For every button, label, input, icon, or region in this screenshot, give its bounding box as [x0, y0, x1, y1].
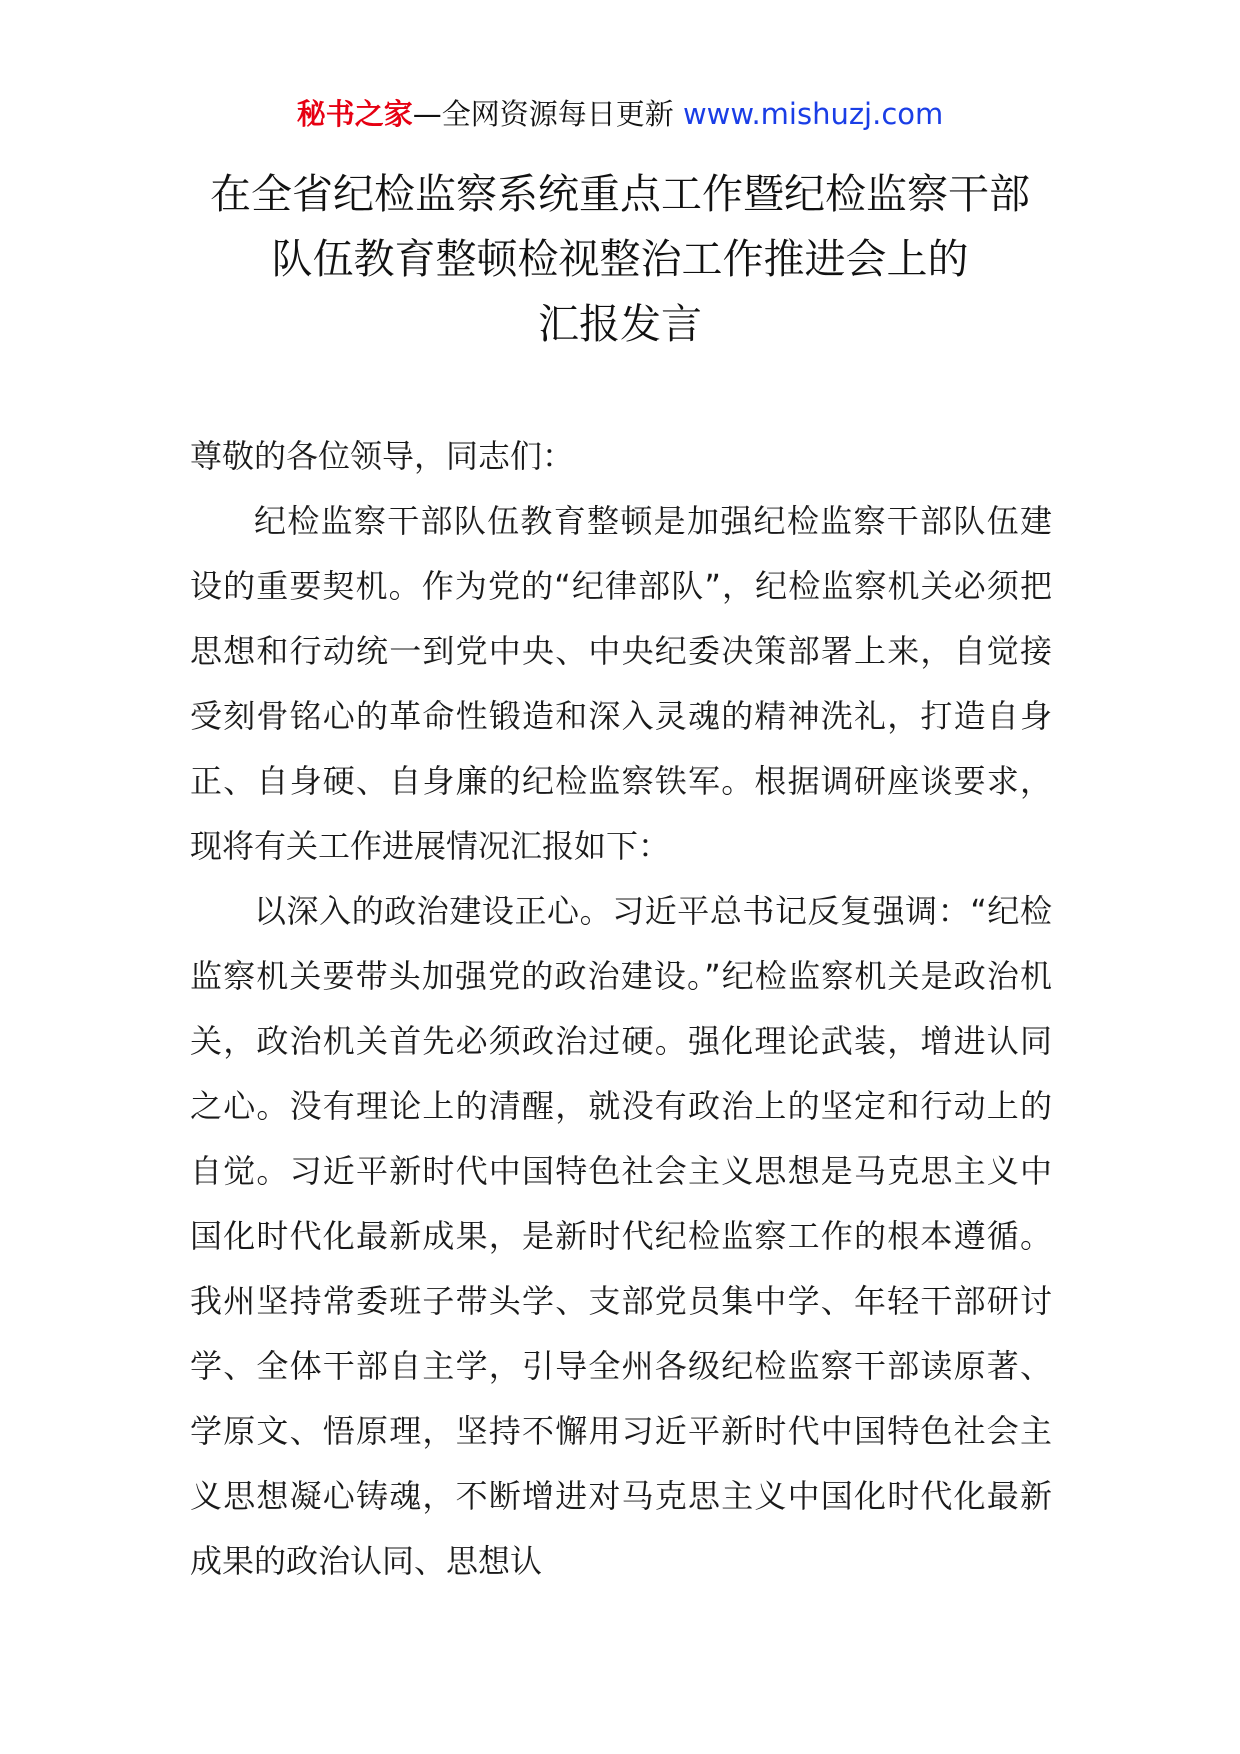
site-header: [0, 94, 1240, 134]
brand-name: 秘书之家: [296, 97, 413, 131]
salutation: 尊敬的各位领导，同志们：: [190, 437, 575, 475]
title-line-2: 队伍教育整顿检视整治工作推进会上的: [271, 235, 969, 283]
document-body: [190, 424, 1052, 1594]
document-title: [0, 162, 1240, 357]
header-tagline: —全网资源每日更新: [412, 97, 683, 131]
paragraph: 以深入的政治建设正心。习近平总书记反复强调：“纪检监察机关要带头加强党的政治建设。”纪检监察机关是政治机关，政治机关首先必须政治过硬。强化理论武装，增进认同之心。没有理论上的清醒，就没有政治上的坚定和行动上的自觉。习近平新时代中国特色社会主义思想是马克思主义中国化时代化最新成果，是新时代纪检监察工作的根本遵循。我州坚持常委班子带头学、支部党员集中学、年轻干部研讨学、全体干部自主学，引导全州各级纪检监察干部读原著、学原文、悟原理，坚持不懈用习近平新时代中国特色社会主义思想凝心铸魂，不断增进对马克思主义中国化时代化最新成果的政治认同、思想认: [190, 892, 1052, 1580]
title-line-1: 在全省纪检监察系统重点工作暨纪检监察干部: [210, 170, 1030, 218]
site-url-link[interactable]: www.mishuzj.com: [682, 97, 944, 131]
title-line-3: 汇报发言: [538, 300, 702, 348]
paragraph: 纪检监察干部队伍教育整顿是加强纪检监察干部队伍建设的重要契机。作为党的“纪律部队”，纪检监察机关必须把思想和行动统一到党中央、中央纪委决策部署上来，自觉接受刻骨铭心的革命性锻造和深入灵魂的精神洗礼，打造自身正、自身硬、自身廉的纪检监察铁军。根据调研座谈要求，现将有关工作进展情况汇报如下：: [190, 502, 1052, 865]
